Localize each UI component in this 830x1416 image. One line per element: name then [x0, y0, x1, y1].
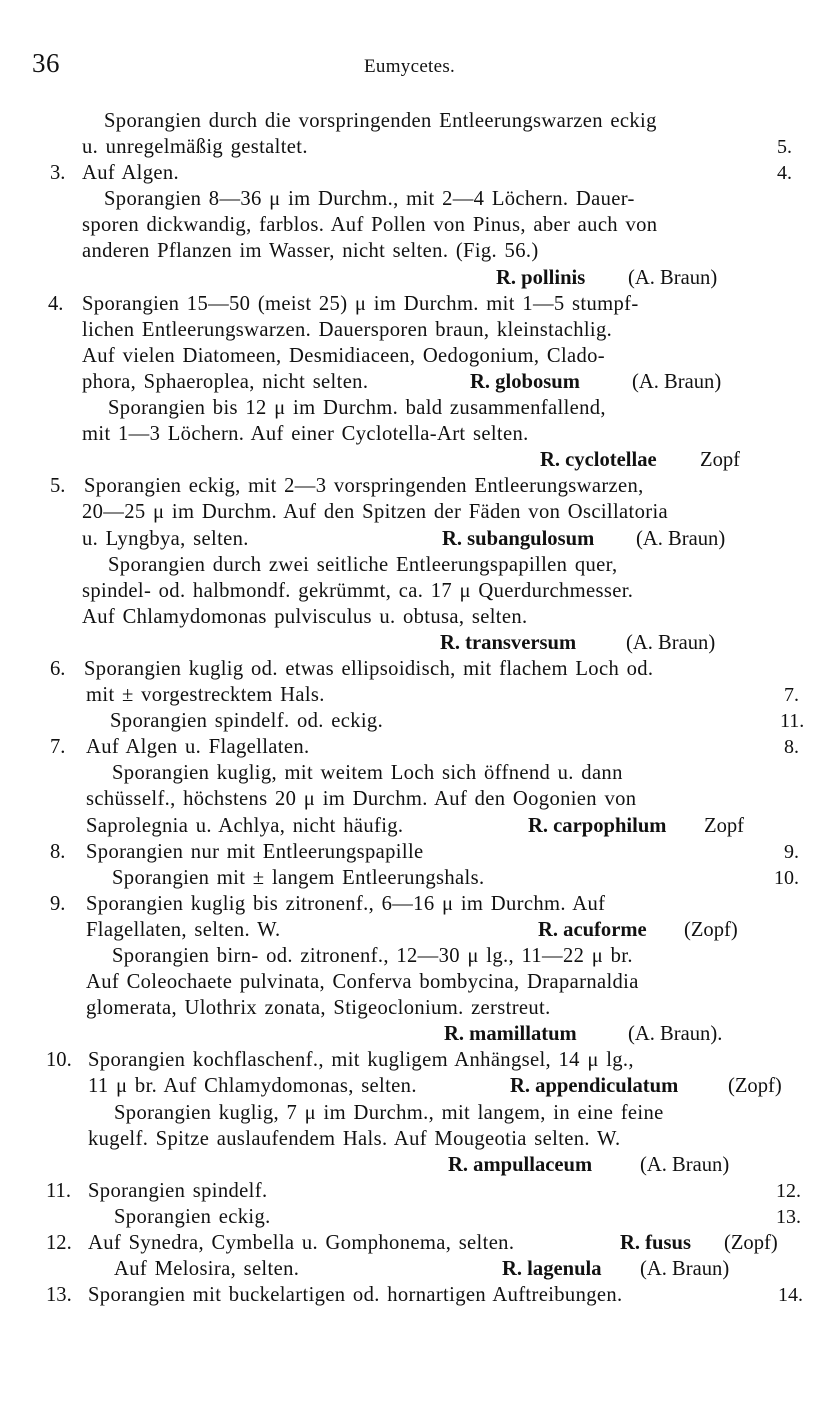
key-line [0, 1073, 830, 1099]
key-line [0, 630, 830, 656]
key-line [0, 1178, 830, 1204]
couplet-number: 6. [50, 657, 66, 680]
key-line [0, 891, 830, 917]
couplet-number: 13. [46, 1284, 72, 1307]
species-name: R. ampullaceum [448, 1153, 593, 1176]
key-line [0, 969, 830, 995]
line-text: mit 1—3 Löchern. Auf einer Cyclotella-Art selten. [82, 423, 529, 446]
line-text: Sporangien eckig. [114, 1205, 271, 1228]
line-text: u. unregelmäßig gestaltet. [82, 136, 308, 159]
line-text: Sporangien durch zwei seitliche Entleerungspapillen quer, [108, 553, 618, 576]
line-text: Sporangien eckig, mit 2—3 vorspringenden Entleerungswarzen, [84, 475, 644, 498]
line-text: mit ± vorgestrecktem Hals. [86, 684, 325, 707]
species-name: R. globosum [470, 370, 580, 393]
line-text: Sporangien durch die vorspringenden Entleerungswarzen eckig [104, 110, 657, 132]
species-name: R. cyclotellae [540, 449, 657, 472]
running-title: Eumycetes. [364, 56, 456, 77]
couplet-number: 9. [50, 892, 66, 915]
key-line [0, 656, 830, 682]
couplet-number: 3. [50, 162, 66, 185]
line-text: glomerata, Ulothrix zonata, Stigeoclonium. zerstreut. [86, 997, 551, 1020]
line-text: Sporangien kuglig bis zitronenf., 6—16 μ im Durchm. Auf [86, 892, 606, 915]
key-line [0, 760, 830, 786]
line-text: Saprolegnia u. Achlya, nicht häufig. [86, 814, 404, 837]
line-text: phora, Sphaeroplea, nicht selten. [82, 370, 369, 393]
line-text: Sporangien kuglig od. etwas ellipsoidisch, mit flachem Loch od. [84, 657, 654, 680]
line-text: Sporangien nur mit Entleerungspapille [86, 840, 424, 863]
key-line [0, 343, 830, 369]
page-number: 36 [32, 48, 60, 78]
line-text: u. Lyngbya, selten. [82, 527, 249, 550]
line-text: Sporangien spindelf. [88, 1179, 268, 1202]
line-text: anderen Pflanzen im Wasser, nicht selten. (Fig. 56.) [82, 240, 539, 263]
couplet-reference: 4. [777, 162, 792, 185]
line-text: lichen Entleerungswarzen. Dauersporen braun, kleinstachlig. [82, 318, 613, 341]
key-line [0, 499, 830, 525]
key-line [0, 473, 830, 499]
species-name: R. carpophilum [528, 814, 667, 837]
key-line [0, 578, 830, 604]
key-line [0, 186, 830, 212]
key-line [0, 1282, 830, 1308]
key-line [0, 291, 830, 317]
line-text: Auf Coleochaete pulvinata, Conferva bombycina, Draparnaldia [86, 971, 639, 994]
key-line [0, 786, 830, 812]
couplet-number: 7. [50, 736, 66, 759]
couplet-reference: 10. [774, 866, 799, 889]
species-name: R. mamillatum [444, 1023, 577, 1046]
couplet-number: 11. [46, 1179, 71, 1202]
species-name: R. lagenula [502, 1258, 602, 1281]
species-name: R. transversum [440, 631, 577, 654]
key-line [0, 839, 830, 865]
page-header [0, 44, 830, 88]
key-line [0, 865, 830, 891]
line-text: Flagellaten, selten. W. [86, 918, 281, 941]
key-line [0, 160, 830, 186]
identification-key [0, 108, 830, 1308]
key-line [0, 682, 830, 708]
line-text: Sporangien 15—50 (meist 25) μ im Durchm. mit 1—5 stumpf- [82, 292, 639, 315]
couplet-number: 10. [46, 1049, 72, 1072]
line-text: kugelf. Spitze auslaufendem Hals. Auf Mougeotia selten. W. [88, 1127, 621, 1150]
species-name: R. appendiculatum [510, 1075, 679, 1098]
line-text: Auf vielen Diatomeen, Desmidiaceen, Oedogonium, Clado- [82, 344, 606, 367]
couplet-reference: 7. [784, 684, 799, 707]
key-line [0, 212, 830, 238]
line-text: Auf Chlamydomonas pulvisculus u. obtusa, selten. [82, 605, 528, 628]
key-line [0, 708, 830, 734]
key-line [0, 421, 830, 447]
key-line [0, 238, 830, 264]
couplet-reference: 8. [784, 736, 799, 759]
key-line [0, 1152, 830, 1178]
couplet-number: 12. [46, 1232, 72, 1255]
line-text: Auf Melosira, selten. [114, 1258, 300, 1281]
species-name: R. fusus [620, 1232, 691, 1255]
key-line [0, 734, 830, 760]
line-text: spindel- od. halbmondf. gekrümmt, ca. 17 μ Querdurchmesser. [82, 579, 634, 602]
key-line [0, 1100, 830, 1126]
key-line [0, 1256, 830, 1282]
line-text: 20—25 μ im Durchm. Auf den Spitzen der Fäden von Oscillatoria [82, 501, 669, 524]
key-line [0, 1204, 830, 1230]
key-line [0, 134, 830, 160]
species-author: (Zopf) [728, 1075, 782, 1098]
key-line [0, 395, 830, 421]
line-text: Auf Algen. [82, 162, 180, 185]
species-author: (A. Braun) [640, 1153, 730, 1176]
couplet-reference: 9. [784, 840, 799, 863]
couplet-number: 4. [48, 292, 64, 315]
species-author: (A. Braun) [636, 527, 726, 550]
line-text: Sporangien spindelf. od. eckig. [110, 710, 384, 733]
couplet-reference: 12. [776, 1179, 801, 1202]
line-text: Sporangien bis 12 μ im Durchm. bald zusammenfallend, [108, 397, 606, 420]
couplet-number: 5. [50, 475, 66, 498]
couplet-reference: 11. [780, 710, 805, 733]
species-author: (Zopf) [684, 918, 738, 941]
line-text: Sporangien kochflaschenf., mit kugligem Anhängsel, 14 μ lg., [88, 1049, 634, 1072]
species-author: (A. Braun) [628, 266, 718, 289]
couplet-reference: 5. [777, 136, 792, 159]
species-author: (A. Braun). [628, 1023, 723, 1046]
line-text: Sporangien mit buckelartigen od. hornartigen Auftreibungen. [88, 1284, 623, 1307]
line-text: 11 μ br. Auf Chlamydomonas, selten. [88, 1075, 417, 1098]
key-line [0, 1126, 830, 1152]
key-line [0, 943, 830, 969]
line-text: Sporangien 8—36 μ im Durchm., mit 2—4 Löchern. Dauer- [104, 188, 635, 211]
species-author: (A. Braun) [640, 1258, 730, 1281]
line-text: Sporangien mit ± langem Entleerungshals. [112, 866, 485, 889]
key-line [0, 108, 830, 134]
key-line [0, 995, 830, 1021]
key-line [0, 265, 830, 291]
couplet-reference: 13. [776, 1205, 801, 1228]
key-line [0, 447, 830, 473]
species-name: R. acuforme [538, 918, 647, 941]
line-text: Auf Algen u. Flagellaten. [86, 736, 310, 759]
key-line [0, 552, 830, 578]
key-line [0, 369, 830, 395]
species-name: R. pollinis [496, 266, 586, 289]
key-line [0, 1230, 830, 1256]
line-text: schüsself., höchstens 20 μ im Durchm. Auf den Oogonien von [86, 788, 637, 811]
species-author: (A. Braun) [626, 631, 716, 654]
line-text: Auf Synedra, Cymbella u. Gomphonema, selten. [88, 1232, 515, 1255]
key-line [0, 917, 830, 943]
key-line [0, 1021, 830, 1047]
key-line [0, 813, 830, 839]
line-text: Sporangien birn- od. zitronenf., 12—30 μ lg., 11—22 μ br. [112, 945, 633, 967]
species-author: (Zopf) [724, 1232, 778, 1255]
couplet-reference: 14. [778, 1284, 803, 1307]
key-line [0, 604, 830, 630]
species-name: R. subangulosum [442, 527, 595, 550]
line-text: sporen dickwandig, farblos. Auf Pollen von Pinus, aber auch von [82, 214, 658, 237]
line-text: Sporangien kuglig, 7 μ im Durchm., mit langem, in eine feine [114, 1101, 664, 1124]
species-author: Zopf [704, 814, 745, 837]
key-line [0, 526, 830, 552]
line-text: Sporangien kuglig, mit weitem Loch sich öffnend u. dann [112, 762, 623, 785]
couplet-number: 8. [50, 840, 66, 863]
key-line [0, 1047, 830, 1073]
key-line [0, 317, 830, 343]
species-author: Zopf [700, 449, 741, 472]
species-author: (A. Braun) [632, 370, 722, 393]
